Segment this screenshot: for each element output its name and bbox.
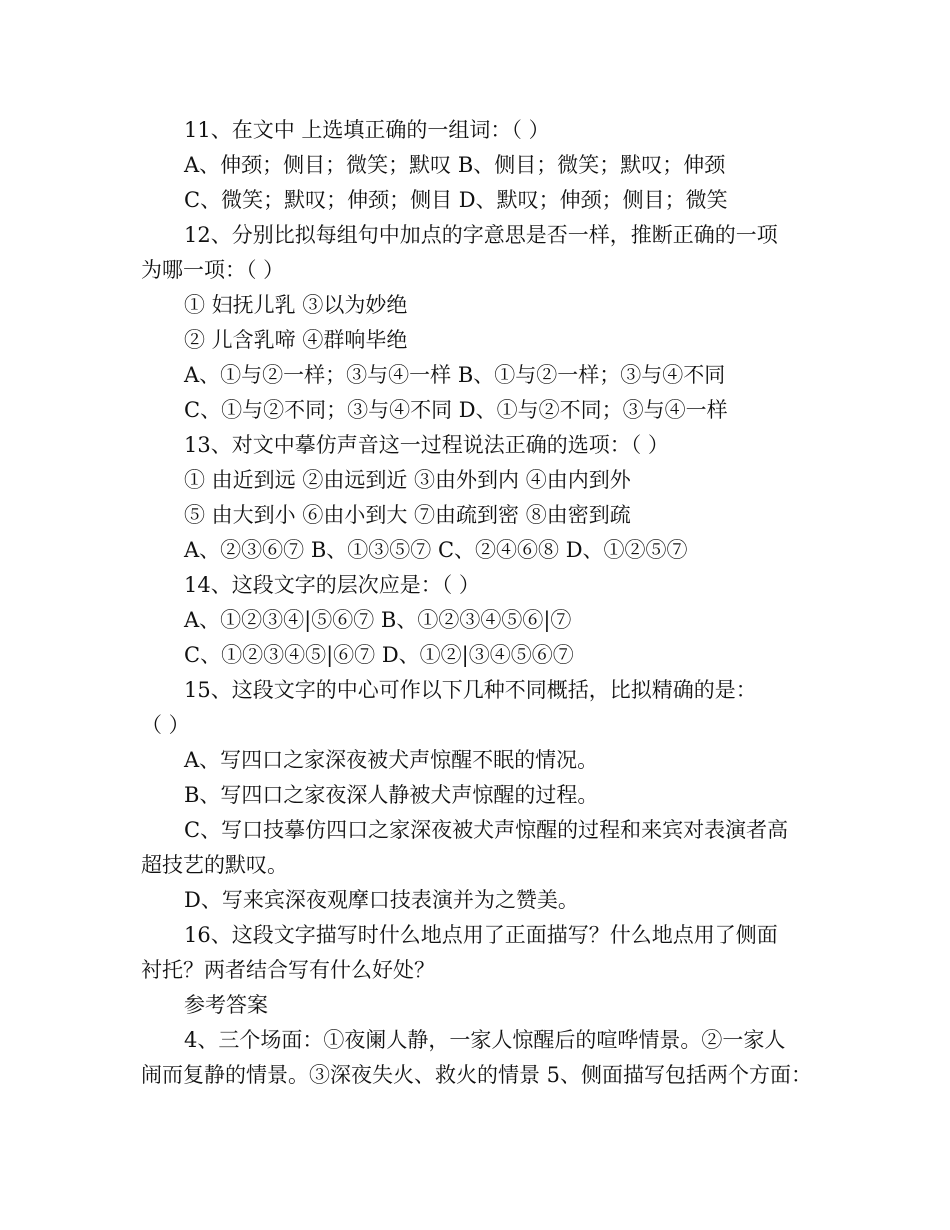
question-15-option-a: A、写四口之家深夜被犬声惊醒不眠的情况。 xyxy=(184,748,599,772)
question-12-item-2-4: ② 儿含乳啼 ④群响毕绝 xyxy=(184,328,408,352)
question-13: 13、对文中摹仿声音这一过程说法正确的选项：（ ） xyxy=(184,433,669,457)
question-15-option-d: D、写来宾深夜观摩口技表演并为之赞美。 xyxy=(184,888,579,912)
question-15-option-c: C、写口技摹仿四口之家深夜被犬声惊醒的过程和来宾对表演者高 xyxy=(184,818,789,842)
answer-4: 4、三个场面：①夜阑人静，一家人惊醒后的喧哗情景。②一家人 xyxy=(184,1028,786,1052)
question-12-options-ab: A、①与②一样；③与④一样 B、①与②一样；③与④不同 xyxy=(184,363,726,387)
answer-heading: 参考答案 xyxy=(184,993,268,1017)
question-13-items-5-8: ⑤ 由大到小 ⑥由小到大 ⑦由疏到密 ⑧由密到疏 xyxy=(184,503,631,527)
question-11-options-ab: A、伸颈；侧目；微笑；默叹 B、侧目；微笑；默叹；伸颈 xyxy=(184,153,726,177)
question-12-options-cd: C、①与②不同；③与④不同 D、①与②不同；③与④一样 xyxy=(184,398,728,422)
question-13-items-1-4: ① 由近到远 ②由远到近 ③由外到内 ④由内到外 xyxy=(184,468,631,492)
question-13-options: A、②③⑥⑦ B、①③⑤⑦ C、②④⑥⑧ D、①②⑤⑦ xyxy=(184,538,688,562)
question-16: 16、这段文字描写时什么地点用了正面描写？什么地点用了侧面 xyxy=(184,923,778,947)
question-15: 15、这段文字的中心可作以下几种不同概括，比拟精确的是： xyxy=(184,678,757,702)
question-15-continued: （ ） xyxy=(141,713,190,737)
question-14: 14、这段文字的层次应是：（ ） xyxy=(184,573,480,597)
answer-4-continued: 闹而复静的情景。③深夜失火、救火的情景 5、侧面描写包括两个方面： xyxy=(141,1063,813,1087)
question-15-option-c-continued: 超技艺的默叹。 xyxy=(141,853,288,877)
question-12-item-1-3: ① 妇抚儿乳 ③以为妙绝 xyxy=(184,293,408,317)
question-12-continued: 为哪一项：（ ） xyxy=(141,258,285,282)
question-12: 12、分别比拟每组句中加点的字意思是否一样，推断正确的一项 xyxy=(184,223,778,247)
question-16-continued: 衬托？两者结合写有什么好处？ xyxy=(141,958,435,982)
question-14-options-ab: A、①②③④|⑤⑥⑦ B、①②③④⑤⑥|⑦ xyxy=(184,608,572,632)
question-15-option-b: B、写四口之家夜深人静被犬声惊醒的过程。 xyxy=(184,783,599,807)
question-14-options-cd: C、①②③④⑤|⑥⑦ D、①②|③④⑤⑥⑦ xyxy=(184,643,574,667)
question-11-options-cd: C、微笑；默叹；伸颈；侧目 D、默叹；伸颈；侧目；微笑 xyxy=(184,188,728,212)
question-11: 11、在文中 上选填正确的一组词：（ ） xyxy=(184,118,550,142)
